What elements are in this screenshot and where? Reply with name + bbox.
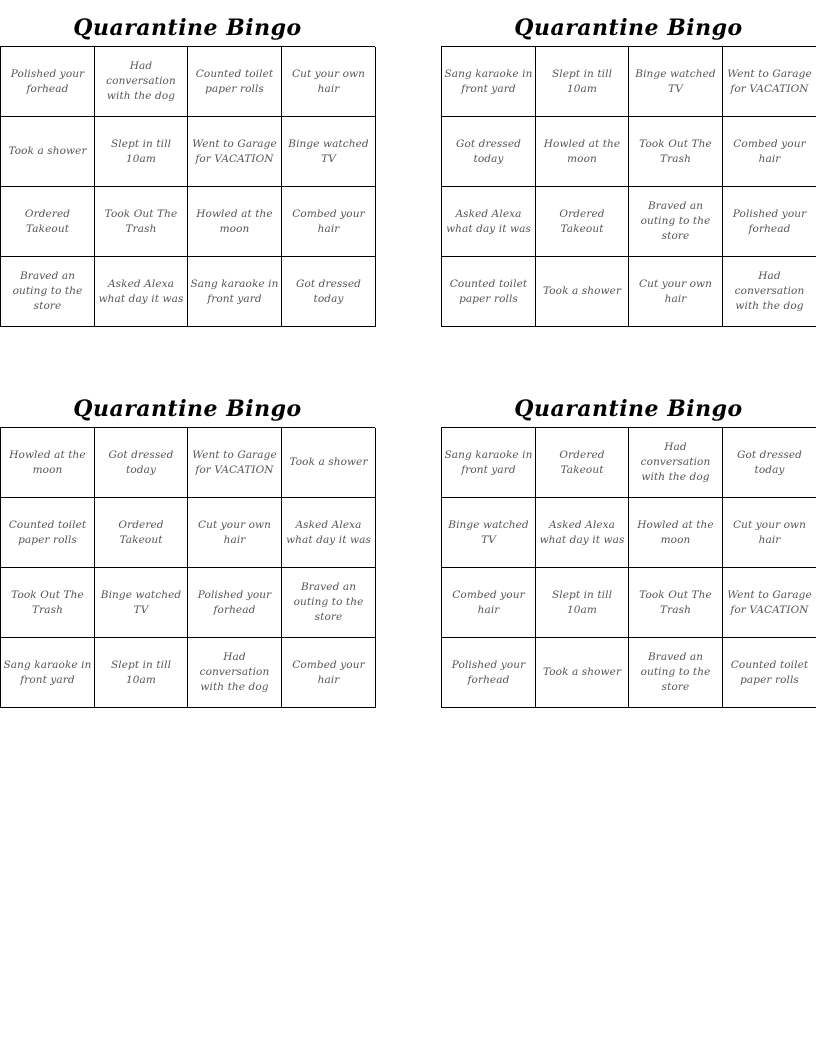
cell-text: Braved an outing to the store — [640, 651, 711, 693]
cell-text: Slept in till 10am — [551, 67, 613, 95]
cell-text: Went to Garage for VACATION — [727, 67, 812, 95]
bingo-cell — [95, 187, 188, 257]
bingo-cell — [723, 428, 816, 498]
bingo-cell — [442, 47, 536, 117]
bingo-cell — [95, 117, 188, 187]
bingo-cell — [282, 187, 376, 257]
bingo-cell — [282, 117, 376, 187]
bingo-cell — [1, 257, 95, 327]
bingo-cell — [442, 638, 536, 708]
cell-text: Asked Alexa what day it was — [446, 207, 531, 235]
bingo-cell — [282, 257, 376, 327]
cell-text: Ordered Takeout — [559, 448, 605, 476]
cell-text: Took Out The Trash — [104, 207, 178, 235]
bingo-card-4 — [441, 381, 816, 708]
bingo-cell — [536, 568, 629, 638]
bingo-grid — [0, 427, 375, 708]
cell-text: Took Out The Trash — [639, 137, 712, 165]
cell-text: Took Out The Trash — [639, 588, 712, 616]
bingo-cell — [282, 498, 376, 568]
bingo-cell — [95, 257, 188, 327]
card-title: Quarantine Bingo — [514, 396, 743, 422]
cell-text: Got dressed today — [295, 277, 362, 305]
bingo-cell — [536, 498, 629, 568]
bingo-cell — [282, 47, 376, 117]
cell-text: Counted toilet paper rolls — [195, 67, 274, 95]
bingo-cell — [536, 187, 629, 257]
bingo-cell — [723, 187, 816, 257]
bingo-cell — [95, 568, 188, 638]
bingo-cell — [442, 568, 536, 638]
bingo-cell — [723, 568, 816, 638]
cell-text: Howled at the moon — [543, 137, 621, 165]
bingo-cell — [188, 498, 282, 568]
cell-text: Took Out The Trash — [11, 588, 84, 616]
cell-text: Slept in till 10am — [110, 658, 172, 686]
bingo-cell — [188, 257, 282, 327]
bingo-cell — [536, 428, 629, 498]
bingo-cell — [282, 638, 376, 708]
cell-text: Counted toilet paper rolls — [8, 518, 87, 546]
cell-text: Got dressed today — [455, 137, 522, 165]
cell-text: Braved an outing to the store — [293, 581, 364, 623]
cell-text: Ordered Takeout — [24, 207, 71, 235]
cell-text: Took a shower — [542, 666, 622, 678]
bingo-cell — [723, 257, 816, 327]
bingo-grid — [441, 46, 816, 327]
bingo-card-3 — [0, 381, 375, 708]
card-title: Quarantine Bingo — [73, 15, 302, 41]
cell-text: Got dressed today — [108, 448, 174, 476]
cell-text: Went to Garage for VACATION — [727, 588, 812, 616]
cell-text: Had conversation with the dog — [199, 651, 270, 693]
bingo-cell — [723, 638, 816, 708]
bingo-cell — [536, 47, 629, 117]
cell-text: Polished your forhead — [10, 67, 85, 95]
cell-text: Took a shower — [289, 456, 368, 468]
bingo-cell — [723, 117, 816, 187]
bingo-cell — [536, 257, 629, 327]
cell-text: Asked Alexa what day it was — [98, 277, 184, 305]
cell-text: Sang karaoke in front yard — [190, 277, 279, 305]
bingo-cell — [95, 638, 188, 708]
cell-text: Slept in till 10am — [551, 588, 613, 616]
cell-text: Braved an outing to the store — [640, 200, 711, 242]
bingo-cell — [629, 117, 723, 187]
cell-text: Polished your forhead — [732, 207, 807, 235]
bingo-cell — [282, 428, 376, 498]
cell-text: Asked Alexa what day it was — [539, 518, 625, 546]
bingo-card-1 — [0, 0, 375, 327]
bingo-cell — [188, 638, 282, 708]
cell-text: Took a shower — [8, 145, 87, 157]
bingo-cell — [1, 498, 95, 568]
cell-text: Counted toilet paper rolls — [449, 277, 528, 305]
bingo-cell — [442, 187, 536, 257]
cell-text: Polished your forhead — [451, 658, 526, 686]
cell-text: Binge watched TV — [100, 588, 182, 616]
bingo-cell — [629, 47, 723, 117]
cell-text: Had conversation with the dog — [106, 60, 176, 102]
bingo-cell — [442, 257, 536, 327]
cell-text: Had conversation with the dog — [734, 270, 805, 312]
cell-text: Sang karaoke in front yard — [3, 658, 92, 686]
cell-text: Cut your own hair — [733, 518, 806, 546]
cell-text: Sang karaoke in front yard — [444, 67, 533, 95]
cell-text: Combed your hair — [452, 588, 525, 616]
bingo-cell — [1, 187, 95, 257]
bingo-cell — [188, 568, 282, 638]
cell-text: Took a shower — [542, 285, 622, 297]
card-title: Quarantine Bingo — [73, 396, 302, 422]
bingo-cell — [629, 428, 723, 498]
cell-text: Went to Garage for VACATION — [192, 137, 277, 165]
cell-text: Combed your hair — [733, 137, 806, 165]
bingo-cell — [536, 117, 629, 187]
cell-text: Had conversation with the dog — [640, 441, 711, 483]
bingo-cell — [629, 498, 723, 568]
cell-text: Cut your own hair — [198, 518, 271, 546]
cell-text: Sang karaoke in front yard — [444, 448, 533, 476]
cell-text: Counted toilet paper rolls — [730, 658, 809, 686]
bingo-cell — [723, 498, 816, 568]
cell-text: Binge watched TV — [448, 518, 529, 546]
bingo-cell — [95, 47, 188, 117]
cell-text: Braved an outing to the store — [12, 270, 83, 312]
bingo-grid — [441, 427, 816, 708]
cell-text: Asked Alexa what day it was — [286, 518, 371, 546]
cell-text: Howled at the moon — [196, 207, 273, 235]
cell-text: Combed your hair — [292, 207, 365, 235]
cell-text: Slept in till 10am — [110, 137, 172, 165]
cell-text: Binge watched TV — [288, 137, 369, 165]
bingo-cell — [282, 568, 376, 638]
cell-text: Howled at the moon — [637, 518, 714, 546]
cell-text: Binge watched TV — [635, 67, 716, 95]
bingo-cell — [188, 47, 282, 117]
bingo-cell — [442, 428, 536, 498]
bingo-cell — [1, 638, 95, 708]
bingo-cell — [629, 257, 723, 327]
bingo-cell — [442, 498, 536, 568]
bingo-cell — [1, 47, 95, 117]
cell-text: Ordered Takeout — [118, 518, 164, 546]
cell-text: Howled at the moon — [9, 448, 86, 476]
bingo-cell — [188, 187, 282, 257]
bingo-cell — [629, 638, 723, 708]
cell-text: Combed your hair — [292, 658, 365, 686]
bingo-cell — [629, 187, 723, 257]
card-title: Quarantine Bingo — [514, 15, 743, 41]
bingo-cell — [1, 117, 95, 187]
cell-text: Cut your own hair — [639, 277, 712, 305]
bingo-card-2 — [441, 0, 816, 327]
bingo-cell — [1, 428, 95, 498]
cell-text: Cut your own hair — [292, 67, 365, 95]
cell-text: Ordered Takeout — [559, 207, 605, 235]
cell-text: Went to Garage for VACATION — [192, 448, 277, 476]
bingo-cell — [188, 117, 282, 187]
bingo-cell — [95, 498, 188, 568]
bingo-grid — [0, 46, 375, 327]
bingo-cell — [536, 638, 629, 708]
cell-text: Got dressed today — [736, 448, 803, 476]
bingo-cell — [188, 428, 282, 498]
bingo-cell — [1, 568, 95, 638]
bingo-cell — [723, 47, 816, 117]
bingo-cell — [629, 568, 723, 638]
bingo-cell — [442, 117, 536, 187]
bingo-cell — [95, 428, 188, 498]
cell-text: Polished your forhead — [197, 588, 272, 616]
